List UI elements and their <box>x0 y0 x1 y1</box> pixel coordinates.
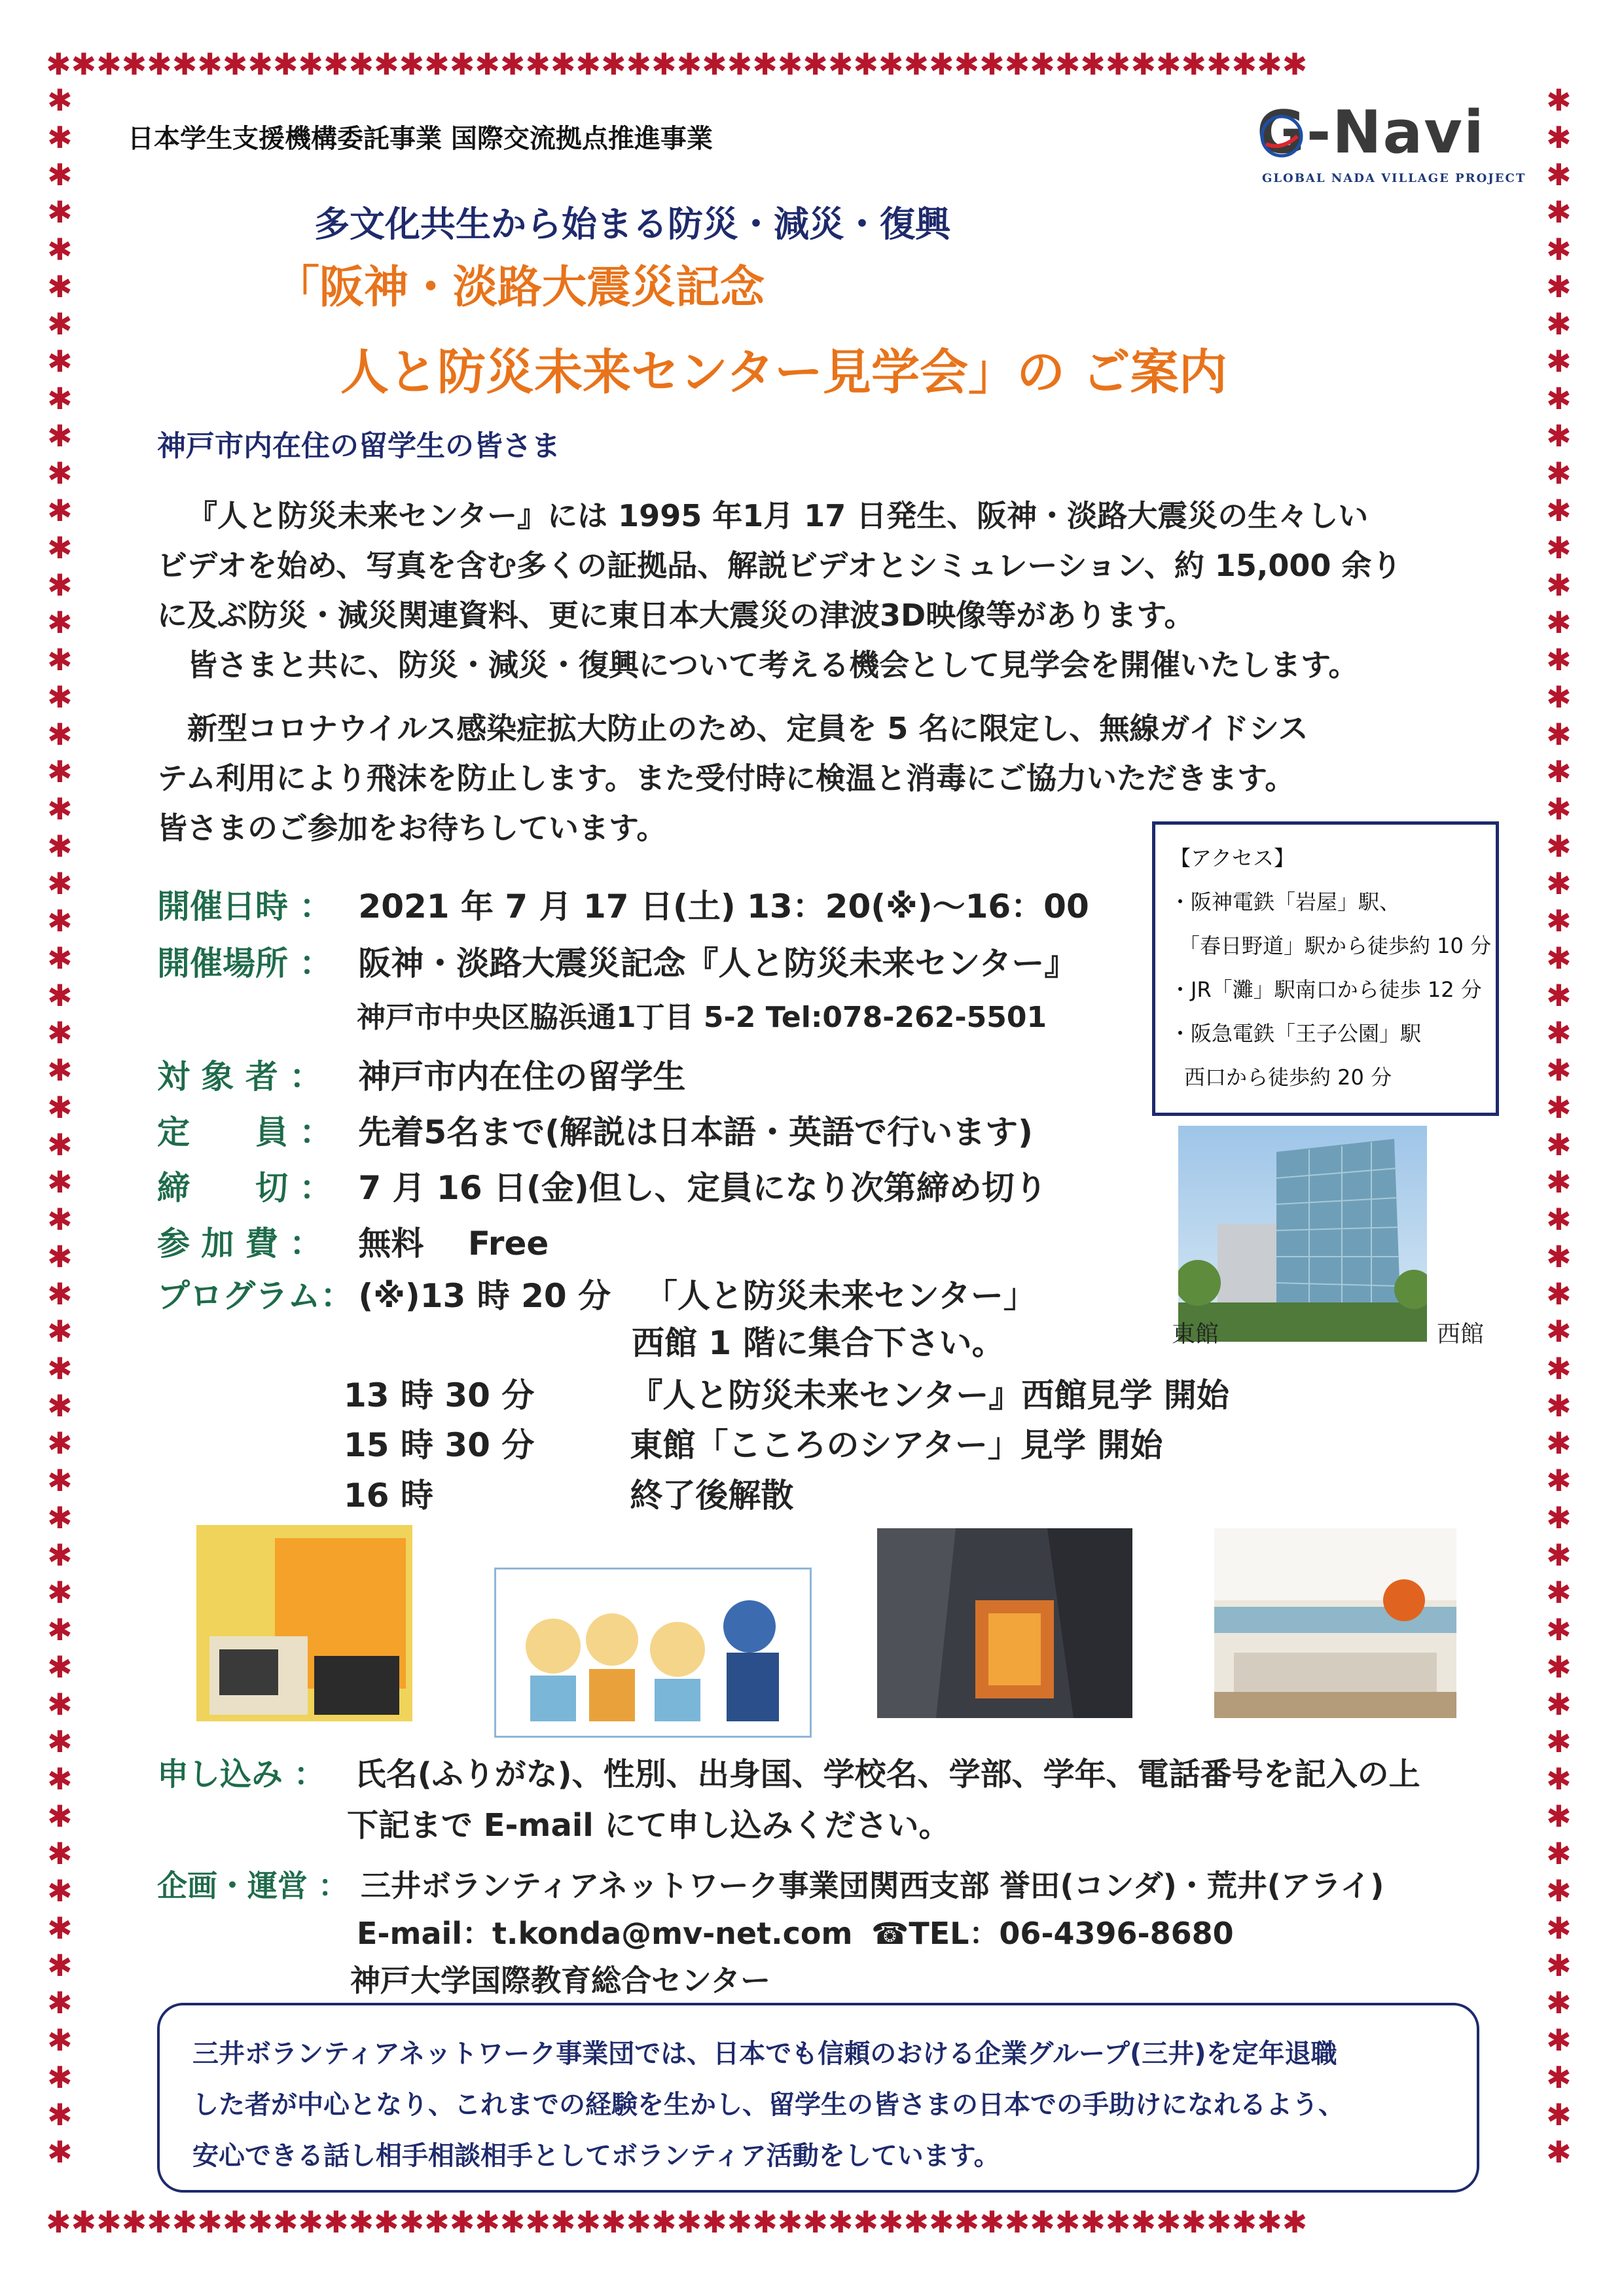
address-value: 神戸市中央区脇浜通1丁目 5-2 Tel:078-262-5501 <box>357 1001 1047 1034</box>
organizer-row-3 <box>350 1957 770 2000</box>
program-label: プログラム： <box>157 1277 353 1315</box>
application-row-2 <box>347 1800 950 1845</box>
intro-line: テム利用により飛沫を防止します。また受付時に検温と消毒にご協力いただきます。 <box>157 761 1295 796</box>
address-row <box>357 994 1047 1035</box>
illustration-photo <box>494 1568 812 1738</box>
program-3-time: 15 時 30 分 <box>344 1426 535 1464</box>
capacity-label: 定 員 ： <box>157 1113 333 1151</box>
access-line: ・JR「灘」駅南口から徒歩 12 分 <box>1170 977 1482 1002</box>
target-value: 神戸市内在住の留学生 <box>358 1058 686 1096</box>
program-2-desc: 『人と防災未来センター』西館見学 開始 <box>630 1376 1229 1414</box>
access-line: ・阪神電鉄「岩屋」駅、 <box>1170 889 1401 914</box>
place-row <box>157 937 1077 984</box>
program-row-2 <box>344 1369 1229 1416</box>
application-label: 申し込み ： <box>157 1756 325 1793</box>
fee-row <box>157 1217 549 1265</box>
program-4-desc: 終了後解散 <box>630 1477 794 1515</box>
g-navi-logo <box>1257 98 1532 196</box>
sponsor-line: 日本学生支援機構委託事業 国際交流拠点推進事業 <box>128 124 713 154</box>
program-3-desc: 東館「こころのシアター」見学 開始 <box>630 1426 1163 1464</box>
organizer-line1: 三井ボランティアネットワーク事業団関西支部 誉田(コンダ)・荒井(アライ) <box>361 1868 1384 1903</box>
east-building-caption: 東館 <box>1172 1321 1219 1348</box>
access-line: 「春日野道」駅から徒歩約 10 分 <box>1179 933 1492 958</box>
access-title: 【アクセス】 <box>1170 846 1295 870</box>
place-label: 開催場所 ： <box>157 944 333 982</box>
notice-box <box>157 2003 1479 2193</box>
organizer-row <box>157 1862 1384 1905</box>
deadline-row <box>157 1162 1047 1209</box>
intro-line: に及ぶ防災・減災関連資料、更に東日本大震災の津波3D映像等があります。 <box>157 598 1195 633</box>
event-title-line2: 人と防災未来センター見学会」の ご案内 <box>340 344 1227 401</box>
intro-paragraph-1 <box>157 491 1492 690</box>
program-row-4 <box>344 1469 793 1516</box>
decorative-border-bottom: ✱✱✱✱✱✱✱✱✱✱✱✱✱✱✱✱✱✱✱✱✱✱✱✱✱✱✱✱✱✱✱✱✱✱✱✱✱✱✱✱✱✱✱✱✱✱✱✱✱✱ <box>46 2207 1308 2240</box>
west-building-caption: 西館 <box>1437 1321 1485 1348</box>
capacity-row <box>157 1106 1033 1153</box>
decorative-border-top: ✱✱✱✱✱✱✱✱✱✱✱✱✱✱✱✱✱✱✱✱✱✱✱✱✱✱✱✱✱✱✱✱✱✱✱✱✱✱✱✱✱✱✱✱✱✱✱✱✱✱ <box>46 49 1308 82</box>
deadline-label: 締 切 ： <box>157 1169 333 1207</box>
building-photo <box>1178 1126 1427 1342</box>
notice-line: した者が中心となり、これまでの経験を生かし、留学生の皆さまの日本での手助けになれるよう、 <box>192 2090 1344 2120</box>
event-subtitle: 多文化共生から始まる防災・減災・復興 <box>314 204 950 245</box>
capacity-value: 先着5名まで(解説は日本語・英語で行います) <box>358 1113 1033 1151</box>
exhibit-photo <box>196 1525 412 1721</box>
organizer-line3: 神戸大学国際教育総合センター <box>350 1963 771 1998</box>
intro-line: 新型コロナウイルス感染症拡大防止のため、定員を 5 名に限定し、無線ガイドシス <box>187 711 1308 746</box>
logo-text: G-Navi <box>1257 98 1485 167</box>
disaster-scene-photo <box>877 1528 1132 1718</box>
intro-line: 皆さまと共に、防災・減災・復興について考える機会として見学会を開催いたします。 <box>187 647 1359 683</box>
logo-subtitle: GLOBAL NADA VILLAGE PROJECT <box>1262 171 1526 185</box>
program-1-desc2: 西館 1 階に集合下さい。 <box>632 1324 1005 1362</box>
access-box <box>1152 821 1499 1116</box>
date-label: 開催日時 ： <box>157 888 333 925</box>
organizer-label: 企画・運営 ： <box>157 1868 349 1903</box>
intro-line: 『人と防災未来センター』には 1995 年1月 17 日発生、阪神・淡路大震災の生々しい <box>187 498 1369 533</box>
date-row <box>157 880 1089 927</box>
access-line: ・阪急電鉄「王子公園」駅 <box>1170 1021 1422 1046</box>
event-title-line1: 「阪神・淡路大震災記念 <box>275 262 765 314</box>
intro-line: 皆さまのご参加をお待ちしています。 <box>157 810 667 846</box>
application-line1: 氏名(ふりがな)、性別、出身国、学校名、学部、学年、電話番号を記入の上 <box>354 1756 1420 1793</box>
application-row <box>157 1749 1420 1794</box>
intro-line: ビデオを始め、写真を含む多くの証拠品、解説ビデオとシミュレーション、約 15,000 余り <box>157 548 1402 583</box>
organizer-contact-row <box>357 1910 1234 1953</box>
target-row <box>157 1050 685 1098</box>
globe-icon <box>1257 110 1309 162</box>
decorative-border-right: ✱✱✱✱✱✱✱✱✱✱✱✱✱✱✱✱✱✱✱✱✱✱✱✱✱✱✱✱✱✱✱✱✱✱✱✱✱✱✱✱✱✱✱✱✱✱✱✱✱✱✱✱✱✱✱✱ <box>1546 82 1572 2170</box>
program-1-desc: 「人と防災未来センター」 <box>644 1277 1036 1315</box>
program-4-time: 16 時 <box>344 1477 433 1515</box>
notice-line: 安心できる話し相手相談相手としてボランティア活動をしています。 <box>192 2141 1000 2171</box>
notice-line: 三井ボランティアネットワーク事業団では、日本でも信頼のおける企業グループ(三井)を定年退職 <box>192 2039 1337 2069</box>
place-value: 阪神・淡路大震災記念『人と防災未来センター』 <box>358 944 1077 982</box>
date-value: 2021 年 7 月 17 日(土) 13：20(※)～16：00 <box>358 888 1089 925</box>
organizer-tel: ☎TEL：06-4396-8680 <box>871 1916 1234 1951</box>
decorative-border-left: ✱✱✱✱✱✱✱✱✱✱✱✱✱✱✱✱✱✱✱✱✱✱✱✱✱✱✱✱✱✱✱✱✱✱✱✱✱✱✱✱✱✱✱✱✱✱✱✱✱✱✱✱✱✱✱✱ <box>47 82 73 2170</box>
deadline-value: 7 月 16 日(金)但し、定員になり次第締め切り <box>358 1169 1047 1207</box>
greeting: 神戸市内在住の留学生の皆さま <box>157 429 560 463</box>
target-label: 対 象 者 ： <box>157 1058 323 1096</box>
fee-value: 無料 Free <box>358 1225 549 1263</box>
program-2-time: 13 時 30 分 <box>344 1376 535 1414</box>
organizer-email[interactable]: E-mail：t.konda@mv-net.com <box>357 1916 853 1951</box>
program-1-time: (※)13 時 20 分 <box>358 1277 611 1315</box>
fee-label: 参 加 費 ： <box>157 1225 323 1263</box>
program-row-1 <box>157 1270 1036 1317</box>
program-row-3 <box>344 1419 1163 1466</box>
museum-interior-photo <box>1214 1528 1456 1718</box>
access-line: 西口から徒歩約 20 分 <box>1184 1065 1392 1090</box>
application-line2: 下記まで E-mail にて申し込みください。 <box>347 1807 950 1844</box>
program-row-1b <box>632 1317 1005 1364</box>
